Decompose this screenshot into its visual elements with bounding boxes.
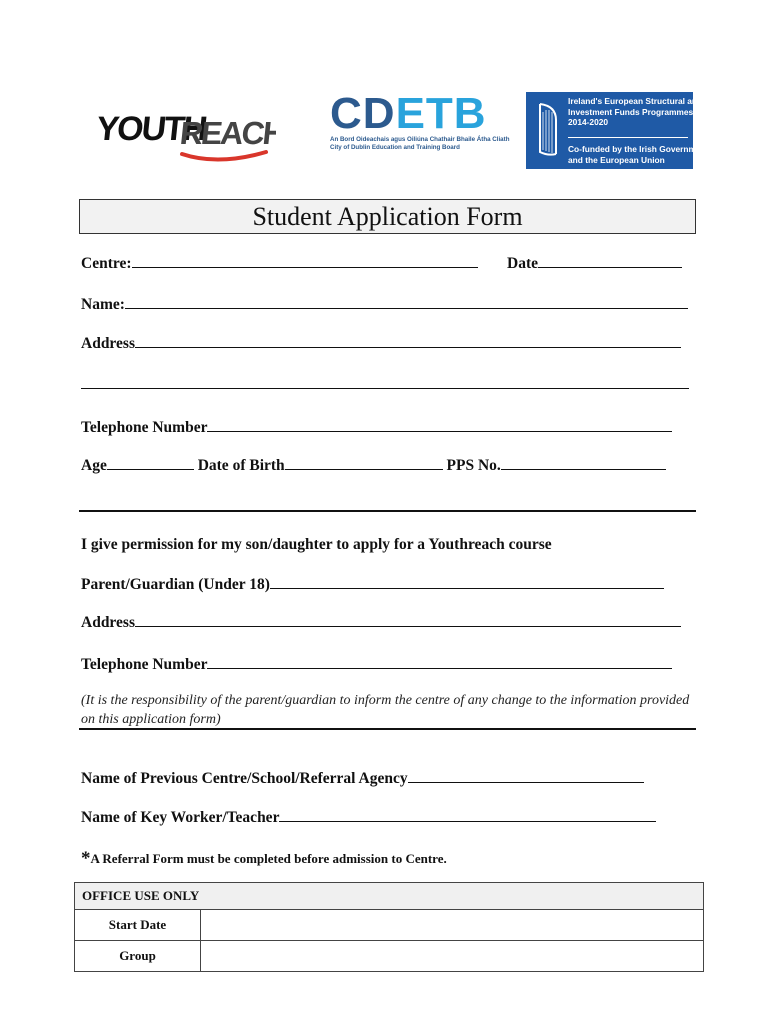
address-field-line-2[interactable] — [81, 374, 689, 389]
section-divider-2 — [79, 728, 696, 730]
name-label: Name: — [81, 296, 125, 313]
responsibility-note: (It is the responsibility of the parent/guardian to inform the centre of any change to the information provided on this application form) — [81, 693, 690, 727]
date-label: Date — [507, 255, 538, 272]
pps-label: PPS No. — [446, 457, 501, 474]
office-start-date-row — [75, 910, 703, 941]
cdetb-subtitle-irish: An Bord Oideachais agus Oiliúna Chathair Bhaile Átha Cliath — [330, 136, 510, 143]
dob-field[interactable] — [285, 455, 443, 470]
telephone-field[interactable] — [207, 417, 672, 432]
dob-label: Date of Birth — [197, 457, 285, 474]
age-label: Age — [81, 457, 107, 474]
address-label: Address — [81, 335, 135, 352]
eu-line-2: Investment Funds Programmes — [568, 106, 694, 117]
group-cell[interactable] — [201, 941, 703, 971]
cdetb-logo-cd: CD — [330, 89, 396, 138]
group-label: Group — [75, 941, 201, 971]
asterisk-icon: * — [81, 848, 91, 869]
youthreach-logo-art — [98, 96, 276, 166]
previous-centre-field[interactable] — [408, 768, 644, 783]
section-divider-1 — [79, 510, 696, 512]
form-title: Student Application Form — [79, 199, 696, 234]
eu-line-3: 2014-2020 — [568, 117, 609, 127]
centre-row — [81, 253, 478, 273]
parent-field[interactable] — [270, 574, 664, 589]
referral-form-note — [81, 848, 447, 870]
eu-divider — [568, 137, 688, 138]
centre-field[interactable] — [132, 253, 478, 268]
date-field[interactable] — [538, 253, 682, 268]
parent-telephone-row — [81, 654, 672, 674]
parent-row — [81, 574, 664, 594]
start-date-label: Start Date — [75, 910, 201, 940]
eu-line-4: Co-funded by the Irish Government — [568, 144, 709, 154]
date-row — [507, 253, 682, 273]
start-date-cell[interactable] — [201, 910, 703, 940]
telephone-row — [81, 417, 672, 437]
pps-field[interactable] — [501, 455, 666, 470]
address-field[interactable] — [135, 333, 681, 348]
name-row — [81, 294, 688, 314]
eu-line-1: Ireland's European Structural and — [568, 96, 703, 106]
centre-label: Centre: — [81, 255, 132, 272]
address-row — [81, 333, 681, 353]
telephone-label: Telephone Number — [81, 419, 208, 436]
eu-line-5: and the European Union — [568, 154, 665, 165]
eu-funding-logo — [526, 92, 709, 169]
permission-statement: I give permission for my son/daughter to apply for a Youthreach course — [81, 536, 552, 553]
key-worker-label: Name of Key Worker/Teacher — [81, 809, 280, 826]
address-row-2 — [81, 374, 689, 394]
cdetb-logo — [330, 89, 510, 162]
parent-telephone-field[interactable] — [207, 654, 672, 669]
parent-address-field[interactable] — [135, 612, 681, 627]
youthreach-logo — [98, 96, 276, 166]
parent-address-row — [81, 612, 681, 632]
cdetb-logo-etb: ETB — [395, 89, 487, 138]
office-use-header — [75, 883, 703, 910]
parent-telephone-label: Telephone Number — [81, 656, 208, 673]
parent-label: Parent/Guardian (Under 18) — [81, 576, 270, 593]
office-use-header-text: OFFICE USE ONLY — [82, 888, 200, 903]
previous-centre-row — [81, 768, 644, 788]
office-group-row — [75, 941, 703, 971]
key-worker-row — [81, 807, 656, 827]
harp-icon — [532, 100, 562, 160]
name-field[interactable] — [125, 294, 688, 309]
svg-text:REACH: REACH — [178, 115, 276, 151]
previous-centre-label: Name of Previous Centre/School/Referral Agency — [81, 770, 408, 787]
cdetb-subtitle-english: City of Dublin Education and Training Board — [330, 144, 460, 151]
svg-text:YOUTH: YOUTH — [98, 110, 208, 148]
parent-address-label: Address — [81, 614, 135, 631]
age-dob-pps-row — [81, 455, 666, 475]
referral-form-note-text: A Referral Form must be completed before admission to Centre. — [90, 851, 447, 866]
key-worker-field[interactable] — [279, 807, 656, 822]
office-use-table — [74, 882, 704, 972]
age-field[interactable] — [107, 455, 194, 470]
